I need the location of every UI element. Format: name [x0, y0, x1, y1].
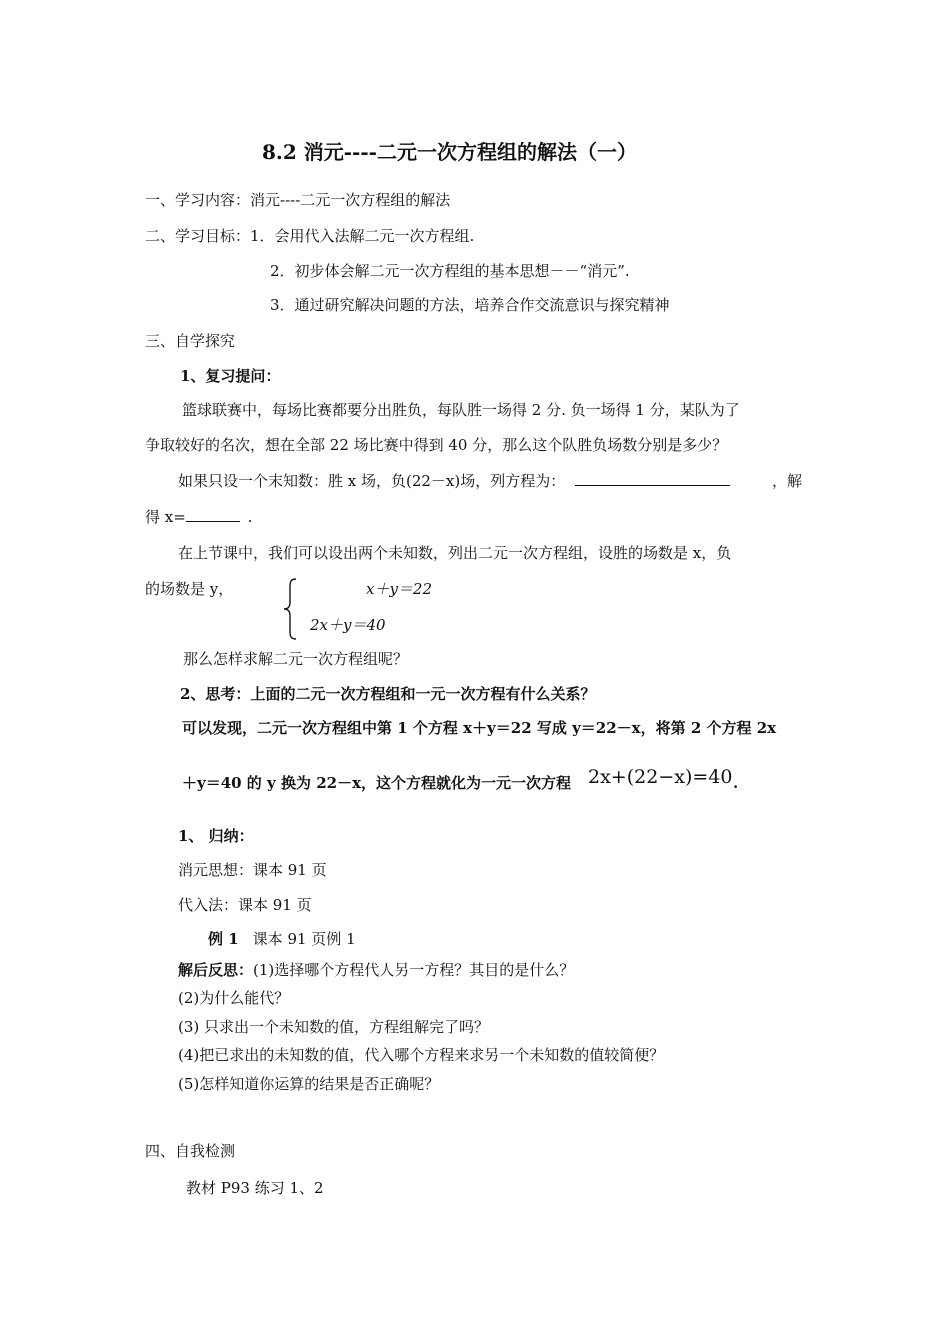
- example-line: [208, 929, 356, 949]
- summary-heading: 1、 归纳：: [178, 827, 254, 845]
- review-heading: 1、复习提问：: [180, 367, 281, 385]
- section-learning-goals: 二、学习目标：1．会用代入法解二元一次方程组.: [145, 227, 475, 245]
- one-unknown-end: ，解: [772, 472, 803, 490]
- system-equation-2: 2x＋y＝40: [310, 616, 386, 634]
- exercise-reference: 教材 P93 练习 1、2: [186, 1179, 324, 1197]
- equation-blank[interactable]: [575, 471, 730, 486]
- solution-blank[interactable]: [186, 507, 240, 522]
- elimination-idea: 消元思想：课本 91 页: [178, 861, 327, 879]
- page-title: 8.2 消元----二元一次方程组的解法（一）: [262, 140, 637, 164]
- reflection-1: (1)选择哪个方程代人另一方程？其目的是什么？: [253, 961, 575, 979]
- goal-3: 3．通过研究解决问题的方法，培养合作交流意识与探究精神: [270, 296, 670, 314]
- think-heading: 2、思考：上面的二元一次方程组和一元一次方程有什么关系？: [180, 685, 596, 703]
- solve-end: .: [247, 508, 253, 526]
- discovery-line-2: ＋y＝40 的 y 换为 22－x，这个方程就化为一元一次方程: [182, 774, 572, 792]
- solve-text: 得 x=: [145, 508, 186, 526]
- two-unknown-line-1: 在上节课中，我们可以设出两个未知数，列出二元一次方程组，设胜的场数是 x，负: [178, 544, 732, 562]
- example-text: 课本 91 页例 1: [252, 930, 356, 948]
- discovery-line-1: 可以发现，二元一次方程组中第 1 个方程 x＋y＝22 写成 y＝22－x，将第 2 个方程 2x: [182, 719, 777, 737]
- substitution-method: 代入法：课本 91 页: [178, 896, 312, 914]
- two-unknown-line-2: 的场数是 y，: [145, 580, 234, 598]
- problem-line-1: 篮球联赛中，每场比赛都要分出胜负，每队胜一场得 2 分. 负一场得 1 分，某队为了: [182, 401, 740, 419]
- one-unknown-line: [178, 471, 730, 491]
- solve-line: [145, 507, 253, 527]
- reflection-label: 解后反思：: [178, 961, 254, 979]
- reflection-line-1: [178, 960, 574, 980]
- reflection-3: (3) 只求出一个未知数的值，方程组解完了吗？: [178, 1018, 490, 1036]
- section-self-study: 三、自学探究: [145, 332, 236, 350]
- problem-line-2: 争取较好的名次，想在全部 22 场比赛中得到 40 分，那么这个队胜负场数分别是多少？: [145, 436, 728, 454]
- system-equation-1: x＋y＝22: [366, 580, 433, 598]
- section-self-test: 四、自我检测: [145, 1142, 236, 1160]
- reflection-4: (4)把已求出的未知数的值，代入哪个方程来求另一个未知数的值较简便？: [178, 1046, 665, 1064]
- derived-equation: 2x+(22−x)=40: [588, 766, 733, 788]
- section-learning-content: 一、学习内容：消元----二元一次方程组的解法: [145, 191, 451, 209]
- discovery-end: .: [733, 774, 739, 792]
- how-question: 那么怎样求解二元一次方程组呢？: [183, 650, 409, 668]
- one-unknown-text: 如果只设一个末知数：胜 x 场，负(22－x)场，列方程为：: [178, 472, 566, 490]
- example-label: 例 1: [208, 930, 239, 948]
- reflection-5: (5)怎样知道你运算的结果是否正确呢？: [178, 1075, 440, 1093]
- system-brace-icon: [282, 578, 298, 640]
- reflection-2: (2)为什么能代？: [178, 989, 290, 1007]
- goal-2: 2．初步体会解二元一次方程组的基本思想－－“消元”.: [270, 262, 630, 280]
